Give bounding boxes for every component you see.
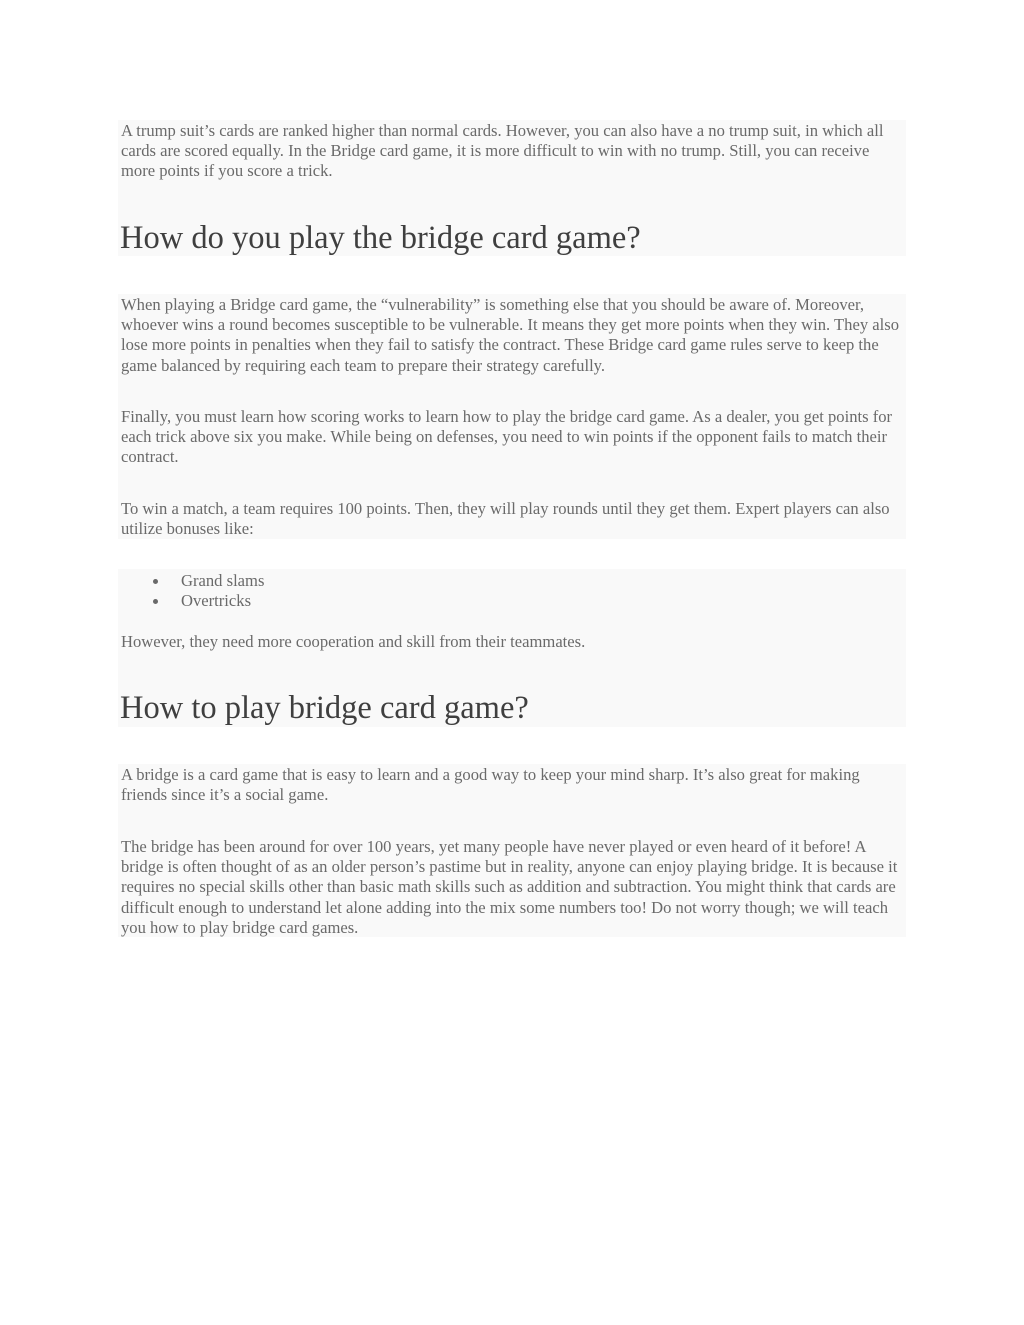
paragraph-win-match: To win a match, a team requires 100 points. Then, they will play rounds until they get them. Expert players can also utilize bonuses like: bbox=[121, 499, 890, 539]
list-item bbox=[146, 571, 264, 591]
paragraph-vulnerability: When playing a Bridge card game, the “vulnerability” is something else that you should be aware of. Moreover, whoever wins a round becomes susceptible to be vulnerable. It means they get more points when they win. They also lose more points in penalties when they fail to satisfy the contract. These Bridge card game rules serve to keep the game balanced by requiring each team to prepare their strategy carefully. bbox=[121, 295, 900, 375]
bonus-list bbox=[146, 571, 264, 611]
heading-how-do-you-play: How do you play the bridge card game? bbox=[120, 220, 641, 256]
paragraph-history: The bridge has been around for over 100 years, yet many people have never played or even heard of it before! A bridge is often thought of as an older person’s pastime but in reality, anyone can enjoy playing bridge. It is because it requires no special skills other than basic math skills such as addition and subtraction. You might think that cards are difficult enough to understand let alone adding into the mix some numbers too! Do not worry though; we will teach you how to play bridge card games. bbox=[121, 837, 898, 937]
list-item bbox=[146, 591, 264, 611]
paragraph-easy-to-learn: A bridge is a card game that is easy to learn and a good way to keep your mind sharp. It’s also great for making friends since it’s a social game. bbox=[121, 765, 860, 805]
section-block-bonuses bbox=[118, 569, 906, 727]
paragraph-trump-suit: A trump suit’s cards are ranked higher than normal cards. However, you can also have a no trump suit, in which all cards are scored equally. In the Bridge card game, it is more difficult to win with no trump. Still, you can receive more points if you score a trick. bbox=[121, 121, 884, 181]
paragraph-scoring: Finally, you must learn how scoring works to learn how to play the bridge card game. As a dealer, you get points for each trick above six you make. While being on defenses, you need to win points if the opponent fails to match their contract. bbox=[121, 407, 893, 467]
bullet-icon bbox=[153, 599, 158, 604]
list-item-label: Overtricks bbox=[181, 591, 252, 611]
list-item-label: Grand slams bbox=[181, 571, 265, 590]
heading-how-to-play: How to play bridge card game? bbox=[120, 690, 529, 726]
section-block-rules bbox=[118, 294, 906, 539]
paragraph-cooperation: However, they need more cooperation and skill from their teammates. bbox=[121, 632, 586, 651]
bullet-icon bbox=[153, 579, 158, 584]
section-block-trump bbox=[118, 120, 906, 256]
section-block-about-bridge bbox=[118, 764, 906, 937]
